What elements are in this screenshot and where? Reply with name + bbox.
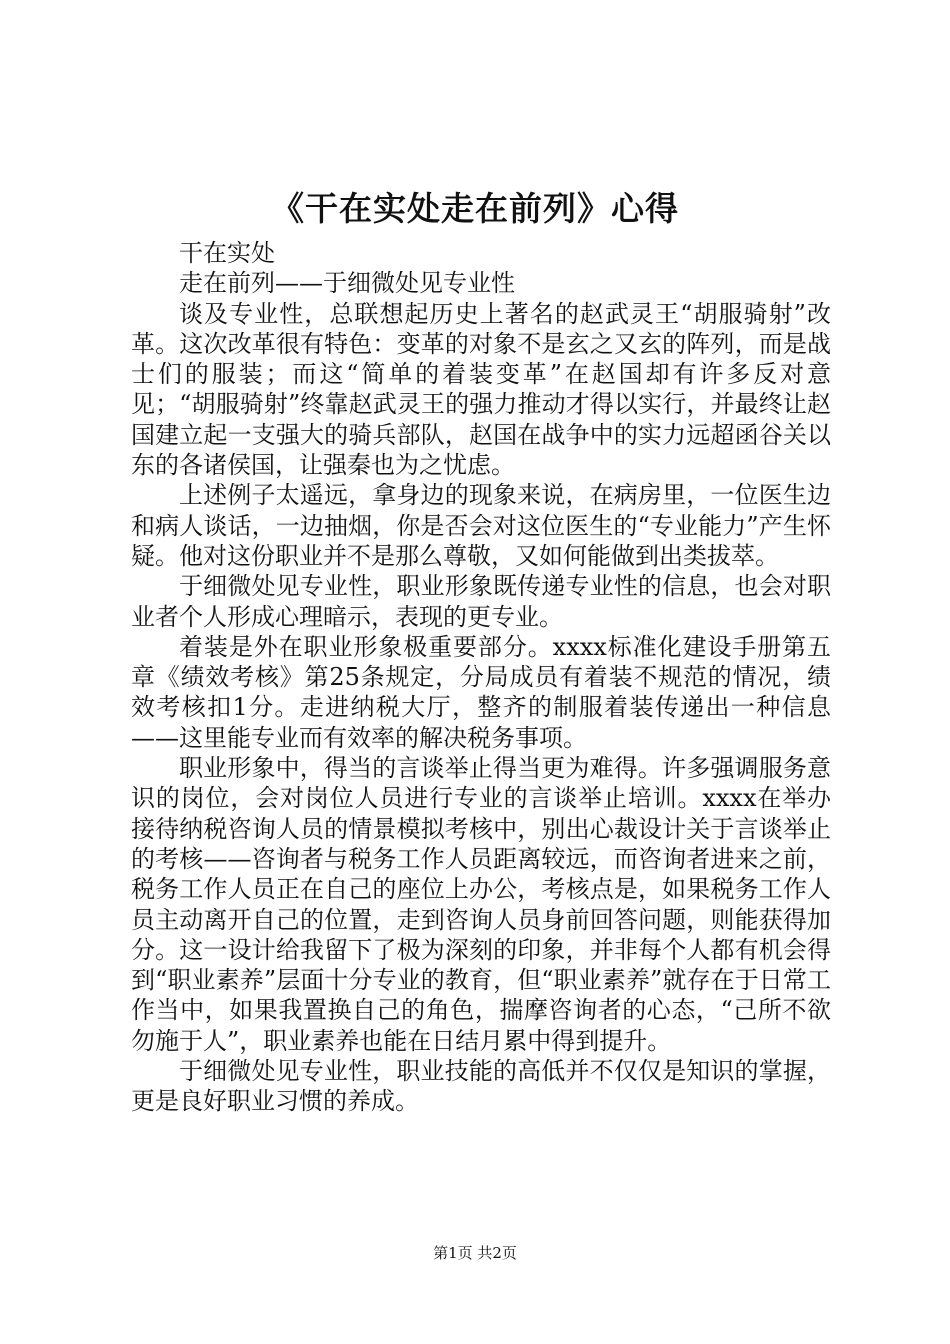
paragraph-hufu-qishe: 谈及专业性，总联想起历史上著名的赵武灵王“胡服骑射”改革。这次改革很有特色：变革的对象不是玄之又玄的阵列，而是战士们的服装；而这“简单的着装变革”在赵国却有许多反对意见；“胡服骑射”终靠赵武灵王的强力推动才得以实行，并最终让赵国建立起一支强大的骑兵部队，赵国在战争中的实力远超函谷关以东的各诸侯国，让强秦也为之忧虑。 (131, 299, 831, 480)
paragraph-doctor-example: 上述例子太遥远，拿身边的现象来说，在病房里，一位医生边和病人谈话，一边抽烟，你是否会对这位医生的“专业能力”产生怀疑。他对这份职业并不是那么尊敬，又如何能做到出类拔萃。 (131, 481, 831, 570)
paragraph-subtitle-2: 走在前列——于细微处见专业性 (179, 269, 515, 298)
document-body (131, 238, 831, 1117)
paragraph-subtitle-1: 干在实处 (179, 239, 275, 267)
paragraph-manners: 职业形象中，得当的言谈举止得当更为难得。许多强调服务意识的岗位，会对岗位人员进行专业的言谈举止培训。xxxx在举办接待纳税咨询人员的情景模拟考核中，别出心裁设计关于言谈举止的考核——咨询者与税务工作人员距离较远，而咨询者进来之前，税务工作人员正在自己的座位上办公，考核点是，如果税务工作人员主动离开自己的位置，走到咨询人员身前回答问题，则能获得加分。这一设计给我留下了极为深刻的印象，并非每个人都有机会得到“职业素养”层面十分专业的教育，但“职业素养”就存在于日常工作当中，如果我置换自己的角色，揣摩咨询者的心态，“己所不欲勿施于人”，职业素养也能在日结月累中得到提升。 (131, 754, 831, 1055)
page-footer: 第1页 共2页 (433, 1244, 517, 1262)
document-title: 《干在实处走在前列》心得 (271, 189, 679, 228)
paragraph-skills: 于细微处见专业性，职业技能的高低并不仅仅是知识的掌握，更是良好职业习惯的养成。 (131, 1057, 831, 1116)
paragraph-dress-code: 着装是外在职业形象极重要部分。xxxx标准化建设手册第五章《绩效考核》第25条规定，分局成员有着装不规范的情况，绩效考核扣1分。走进纳税大厅，整齐的制服着装传递出一种信息——这里能专业而有效率的解决税务事项。 (131, 632, 831, 752)
paragraph-professional-image: 于细微处见专业性，职业形象既传递专业性的信息，也会对职业者个人形成心理暗示，表现的更专业。 (131, 572, 831, 631)
